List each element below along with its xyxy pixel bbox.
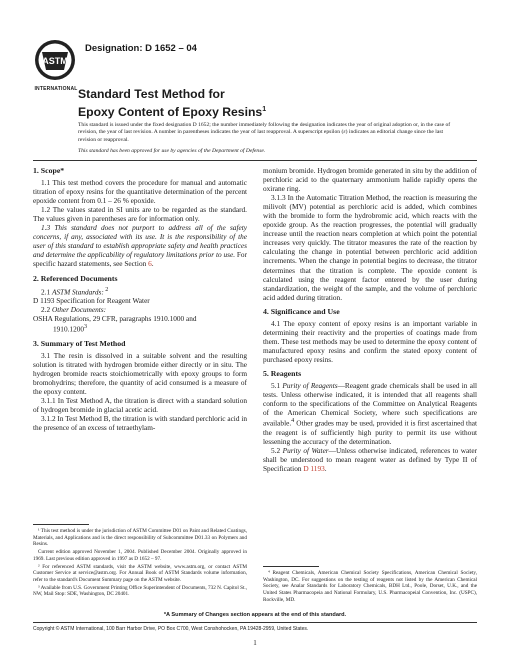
summary-of-changes-note: *A Summary of Changes section appears at the end of this standard. [163,612,347,618]
astm-logo [33,38,79,92]
footnote-divider-left [33,524,89,525]
section-heading-summary: 3. Summary of Test Method [33,338,126,348]
para-1-3: 1.3 This standard does not purport to address all of the safety concerns, if any, associated with its use. It is the responsibility of the user of this standard to establish appropriate safety and health practices and determine the applicability of regulatory limitations prior to use. For specific hazard statements, see Section 6. [33,223,247,269]
para-3-1-2: 3.1.2 In Test Method B, the titration is with standard perchloric acid in the presence of an excess of tetraethylam- [33,414,247,433]
para-5-2: 5.2 Purity of Water—Unless otherwise indicated, references to water shall be understood to mean reagent water as defined by Type II of Specification D 1193. [263,445,477,473]
svg-text:ASTM: ASTM [42,56,68,66]
section-heading-referenced-documents: 2. Referenced Documents [33,273,118,283]
copyright: Copyright © ASTM International, 100 Barr Harbor Drive, PO Box C700, West Conshohocken, PA 19428-2959, United States. [33,626,309,632]
section-heading-scope: 1. Scope* [33,166,65,175]
designation: Designation: D 1652 – 04 [85,43,197,54]
page-number: 1 [253,639,257,647]
issuance-note [78,122,458,155]
footnote-1b: Current edition approved November 1, 2004. Published December 2004. Originally approved in 1969. Last previous edition approved in 1997 as D 1652 – 97. [33,549,247,562]
issuance-text: This standard is issued under the fixed designation D 1652; the number immediately following the designation indicates the year of original adoption or, in the case of revision, the year of last revision. A number in parentheses indicates the year of last reapproval. A superscript epsilon (ε) indicates an editorial change since the last revision or reapproval. [78,122,451,143]
ref-2-1: 2.1 ASTM Standards: $^2$ [41,286,109,296]
footnotes-left [33,528,247,599]
ref-2-2: 2.2 Other Documents: [41,305,107,315]
astm-logo-icon [33,38,77,82]
footnote-2: ² For referenced ASTM standards, visit the ASTM website, www.astm.org, or contact ASTM Customer Service at service@astm.org. For Annual Book of ASTM Standards volume information, refer to the standard's Document Summary page on the ASTM website. [33,563,247,583]
footnotes-right [263,570,477,605]
footer-divider [33,622,477,623]
footnote-1: ¹ This test method is under the jurisdiction of ASTM Committee D01 on Paint and Related Coatings, Materials, and Applications and is the direct responsibility of Subcommittee D01.33 on Polymers and Resins. [33,528,247,548]
para-3-1-2-cont: monium bromide. Hydrogen bromide generated in situ by the addition of perchloric acid to the quaternary ammonium halide rapidly opens the oxirane ring. [263,166,477,194]
para-3-1-3: 3.1.3 In the Automatic Titration Method, the reaction is measuring the milivolt (MV) potential as perchloric acid is added, which combines with the bromide to form the hydrobromic acid, which reacts with the epoxide group. As the reaction progresses, the potential will gradually increase until the reaction nears completion at which point the potential increases very quickly. The titrator measures the rate of the reaction by calculating the change in potential between perchloric acid addition increments. When the change in potential begins to decrease, the titrator determines that the titration is complete. The epoxide content is calculated using the reagent factor entered by the user during standardization, the weight of the sample, and the volume of perchloric acid added during titration. [263,193,477,302]
footnote-4: ⁴ Reagent Chemicals, American Chemical Society Specifications, American Chemical Society, Washington, DC. For suggestions on the testing of reagents not listed by the American Chemical Society, see Analar Standards for Laboratory Chemicals, BDH Ltd., Poole, Dorset, U.K., and the United States Pharmacopeia and National Formulary, U.S. Pharmacopeial Convention, Inc. (USPC), Rockville, MD. [263,570,477,603]
defense-approval-note: This standard has been approved for use by agencies of the Department of Defense. [78,147,266,154]
para-3-1-1: 3.1.1 In Test Method A, the titration is direct with a standard solution of hydrogen bromide in glacial acetic acid. [33,395,247,414]
section-heading-significance: 4. Significance and Use [263,306,340,316]
para-1-1: 1.1 This test method covers the procedure for manual and automatic titration of epoxy resins for the quantitative determination of the percent epoxide content from 0.1 – 26 % epoxide. [33,178,247,206]
title-line-2: Epoxy Content of Epoxy Resins$^1$ [78,105,267,120]
section-heading-reagents: 5. Reagents [263,368,302,378]
left-column [33,166,247,432]
document-title [78,87,266,120]
ref-d1193: D 1193 Specification for Reagent Water [33,296,150,306]
d1193-link[interactable]: D 1193 [303,463,325,473]
header-divider [33,160,477,161]
para-4-1: 4.1 The epoxy content of epoxy resins is an important variable in determining their reactivity and the properties of coatings made from them. These test methods may be used to determine the epoxy content of manufactured epoxy resins and confirm the stated epoxy content of purchased epoxy resins. [263,318,477,364]
para-5-1: 5.1 Purity of Reagents—Reagent grade chemicals shall be used in all tests. Unless otherwise indicated, it is intended that all reagents shall conform to the specifications of the Committee on Analytical Reagents of the American Chemical Society, where such specifications are available.$^4$ Other grades may be used, provided it is first ascertained that the reagent is of sufficiently high purity to permit its use without lessening the accuracy of the determination. [263,381,477,446]
footnote-divider-right [263,566,319,567]
section-6-link[interactable]: 6 [148,259,152,269]
ref-osha-cont: 1910.1200$^3$ [53,324,88,334]
ref-osha: OSHA Regulations, 29 CFR, paragraphs 1910.1000 and [33,314,197,324]
para-3-1: 3.1 The resin is dissolved in a suitable solvent and the resulting solution is titrated with hydrogen bromide either directly or in situ. The hydrogen bromide reacts stoichiometrically with epoxy groups to form bromohydrins; therefore, the quantity of acid consumed is a measure of the epoxy content. [33,350,247,396]
logo-caption: INTERNATIONAL [34,86,78,92]
title-line-1: Standard Test Method for [78,87,225,101]
para-1-2: 1.2 The values stated in SI units are to be regarded as the standard. The values given in parentheses are for information only. [33,205,247,224]
footnote-3: ³ Available from U.S. Government Printing Office Superintendent of Documents, 732 N. Capitol St., NW, Mail Stop: SDE, Washington, DC 20401. [33,584,247,598]
right-column [263,166,477,473]
